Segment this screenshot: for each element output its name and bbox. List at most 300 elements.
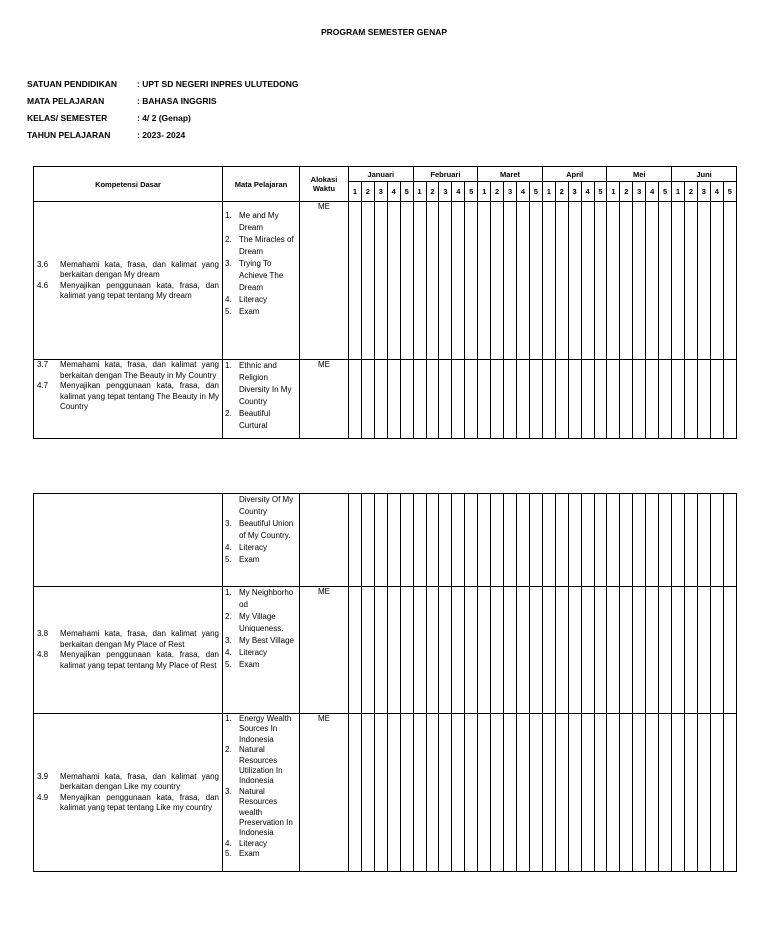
mp-item [225, 294, 297, 306]
week-cell [478, 494, 491, 587]
kd-item [37, 281, 219, 302]
mp-item [225, 210, 297, 234]
week-cell [684, 494, 697, 587]
kd-cell [34, 202, 223, 360]
week-cell [620, 360, 633, 439]
kd-text: Menyajikan penggunaan kata, frasa, dan kalimat yang tepat tentang My Place of Rest [60, 650, 219, 670]
mp-cell [223, 587, 300, 714]
mp-text: My Best Village [239, 636, 294, 645]
mp-number: 4. [225, 295, 232, 304]
week-cell [387, 587, 400, 714]
mp-item [225, 587, 297, 611]
week-cell [426, 714, 439, 872]
week-cell [568, 360, 581, 439]
week-number: 4 [581, 182, 594, 202]
week-cell [594, 587, 607, 714]
week-cell [723, 494, 736, 587]
header-month: Februari [413, 167, 478, 182]
table-row [34, 360, 737, 439]
week-cell [646, 202, 659, 360]
week-number: 2 [555, 182, 568, 202]
mp-text: Diversity Of My Country [239, 495, 294, 516]
week-cell [491, 360, 504, 439]
kd-number: 3.6 [37, 259, 49, 269]
alokasi-waktu-cell: ME [300, 587, 349, 714]
week-cell [439, 714, 452, 872]
program-table-page-1 [33, 166, 737, 439]
week-cell [607, 587, 620, 714]
table-row [34, 494, 737, 587]
kd-cell [34, 360, 223, 439]
week-cell [710, 714, 723, 872]
mp-number [225, 494, 239, 518]
mp-number: 3. [225, 786, 232, 796]
week-number: 2 [361, 182, 374, 202]
week-cell [529, 714, 542, 872]
week-cell [555, 587, 568, 714]
info-label: SATUAN PENDIDIKAN [27, 79, 118, 89]
alokasi-waktu-cell [300, 494, 349, 587]
week-cell [361, 494, 374, 587]
mp-text: Natural Resources wealth Preservation In Indonesia [239, 786, 293, 838]
week-cell [672, 202, 685, 360]
week-cell [555, 202, 568, 360]
week-cell [452, 494, 465, 587]
mp-number: 3. [225, 519, 232, 528]
week-cell [555, 494, 568, 587]
header-mata-pelajaran: Mata Pelajaran [223, 167, 300, 202]
week-cell [659, 202, 672, 360]
week-cell [400, 494, 413, 587]
week-cell [542, 360, 555, 439]
week-cell [400, 360, 413, 439]
week-cell [529, 360, 542, 439]
week-cell [504, 587, 517, 714]
kd-item [37, 793, 219, 814]
mp-text: Exam [239, 555, 260, 564]
week-cell [607, 494, 620, 587]
week-cell [723, 587, 736, 714]
kd-number: 3.9 [37, 771, 49, 781]
mp-text: Energy Wealth Sources In Indonesia [239, 714, 292, 744]
week-cell [710, 494, 723, 587]
week-cell [516, 714, 529, 872]
mp-text: Literacy [239, 295, 268, 304]
mp-number: 1. [225, 361, 232, 370]
kd-number: 4.9 [37, 792, 49, 802]
week-cell [607, 360, 620, 439]
document-info [27, 79, 299, 147]
week-cell [646, 360, 659, 439]
info-row [27, 79, 299, 96]
week-number: 5 [400, 182, 413, 202]
kd-number: 3.7 [37, 360, 49, 369]
week-cell [465, 714, 478, 872]
kd-text: Memahami kata, frasa, dan kalimat yang berkaitan dengan The Beauty in My Country [60, 360, 219, 380]
kd-item [37, 629, 219, 650]
week-number: 4 [452, 182, 465, 202]
kd-item [37, 772, 219, 793]
week-cell [723, 202, 736, 360]
week-number: 2 [491, 182, 504, 202]
week-cell [452, 587, 465, 714]
mp-number: 5. [225, 849, 232, 859]
week-number: 4 [646, 182, 659, 202]
week-cell [452, 714, 465, 872]
info-value: : 4/ 2 (Genap) [137, 113, 191, 123]
week-cell [620, 202, 633, 360]
mp-item [225, 635, 297, 647]
week-cell [361, 714, 374, 872]
week-cell [594, 202, 607, 360]
week-cell [684, 714, 697, 872]
header-month: April [542, 167, 607, 182]
week-cell [620, 714, 633, 872]
mp-number: 4. [225, 838, 232, 848]
table-row [34, 587, 737, 714]
mp-text: Literacy [239, 543, 268, 552]
table-row [34, 714, 737, 872]
alokasi-waktu-cell: ME [300, 202, 349, 360]
mp-number: 2. [225, 409, 232, 418]
info-label: TAHUN PELAJARAN [27, 130, 111, 140]
week-number: 5 [723, 182, 736, 202]
week-cell [439, 360, 452, 439]
week-cell [568, 202, 581, 360]
week-cell [607, 202, 620, 360]
alokasi-waktu-cell: ME [300, 714, 349, 872]
mp-item [225, 647, 297, 659]
info-row [27, 113, 299, 130]
alokasi-waktu-cell: ME [300, 360, 349, 439]
week-cell [361, 202, 374, 360]
week-cell [594, 714, 607, 872]
week-cell [633, 587, 646, 714]
mp-number: 5. [225, 660, 232, 669]
mp-number: 2. [225, 745, 232, 755]
week-cell [710, 587, 723, 714]
week-cell [659, 587, 672, 714]
info-row [27, 130, 299, 147]
week-cell [646, 494, 659, 587]
week-cell [504, 360, 517, 439]
mp-number: 2. [225, 612, 232, 621]
week-cell [646, 587, 659, 714]
mp-text: Literacy [239, 648, 268, 657]
week-number: 1 [607, 182, 620, 202]
week-cell [542, 714, 555, 872]
mp-text: Exam [239, 307, 260, 316]
week-cell [439, 494, 452, 587]
week-cell [672, 494, 685, 587]
week-number: 3 [504, 182, 517, 202]
mp-item [225, 714, 297, 745]
week-cell [672, 587, 685, 714]
mp-item [225, 542, 297, 554]
kd-item [37, 381, 219, 413]
week-cell [516, 360, 529, 439]
week-number: 5 [594, 182, 607, 202]
week-cell [594, 360, 607, 439]
week-cell [697, 360, 710, 439]
kd-item [37, 360, 219, 381]
week-cell [413, 360, 426, 439]
week-cell [387, 202, 400, 360]
kd-cell [34, 494, 223, 587]
week-cell [413, 587, 426, 714]
week-cell [387, 494, 400, 587]
week-cell [439, 202, 452, 360]
week-cell [516, 494, 529, 587]
week-number: 1 [672, 182, 685, 202]
week-cell [349, 202, 362, 360]
week-number: 3 [439, 182, 452, 202]
week-cell [710, 360, 723, 439]
info-label: MATA PELAJARAN [27, 96, 105, 106]
mp-item [225, 659, 297, 671]
week-cell [633, 202, 646, 360]
week-cell [374, 494, 387, 587]
week-number: 4 [387, 182, 400, 202]
kd-text: Menyajikan penggunaan kata, frasa, dan kalimat yang tepat tentang My dream [60, 280, 219, 300]
mp-text: Beautiful Union of My Country. [239, 519, 294, 540]
mp-number: 5. [225, 555, 232, 564]
mp-number: 3. [225, 259, 232, 268]
week-number: 3 [568, 182, 581, 202]
week-cell [633, 494, 646, 587]
mp-text: Ethnic and Religion Diversity In My Country [239, 361, 292, 406]
week-cell [374, 202, 387, 360]
week-cell [529, 494, 542, 587]
mp-text: Literacy [239, 838, 268, 848]
week-number: 2 [620, 182, 633, 202]
week-cell [581, 202, 594, 360]
page-title: PROGRAM SEMESTER GENAP [320, 27, 448, 37]
week-cell [710, 202, 723, 360]
kd-number: 4.7 [37, 381, 49, 390]
mp-item [225, 849, 297, 859]
week-cell [555, 714, 568, 872]
mp-item [225, 408, 297, 432]
week-cell [620, 494, 633, 587]
mp-item [225, 518, 297, 542]
week-cell [542, 587, 555, 714]
week-cell [633, 360, 646, 439]
week-cell [439, 587, 452, 714]
week-cell [516, 587, 529, 714]
week-cell [555, 360, 568, 439]
mp-item [225, 306, 297, 318]
week-number: 1 [413, 182, 426, 202]
table-row [34, 202, 737, 360]
mp-item [225, 360, 297, 408]
week-cell [452, 202, 465, 360]
week-number: 3 [374, 182, 387, 202]
week-cell [581, 360, 594, 439]
week-cell [491, 202, 504, 360]
week-cell [684, 202, 697, 360]
kd-item [37, 260, 219, 281]
program-table-page-2 [33, 493, 737, 872]
week-cell [465, 202, 478, 360]
week-cell [413, 202, 426, 360]
week-cell [504, 714, 517, 872]
mp-number: 1. [225, 588, 232, 597]
week-cell [504, 202, 517, 360]
mp-text: Beautiful Curtural [239, 409, 271, 430]
mp-number: 4. [225, 543, 232, 552]
mp-item [225, 234, 297, 258]
header-month: Mei [607, 167, 672, 182]
week-cell [413, 494, 426, 587]
kd-number: 3.8 [37, 629, 49, 638]
kd-text: Memahami kata, frasa, dan kalimat yang berkaitan dengan My dream [60, 259, 219, 279]
mp-item [225, 494, 297, 518]
kd-text: Memahami kata, frasa, dan kalimat yang berkaitan dengan My Place of Rest [60, 629, 219, 649]
week-cell [568, 714, 581, 872]
week-number: 5 [659, 182, 672, 202]
week-cell [542, 494, 555, 587]
week-cell [672, 714, 685, 872]
week-cell [723, 714, 736, 872]
mp-item [225, 554, 297, 566]
mp-cell [223, 714, 300, 872]
week-cell [620, 587, 633, 714]
kd-text: Menyajikan penggunaan kata, frasa, dan kalimat yang tepat tentang The Beauty in My Country [60, 381, 219, 411]
week-number: 5 [465, 182, 478, 202]
mp-cell [223, 360, 300, 439]
week-cell [349, 494, 362, 587]
week-cell [374, 714, 387, 872]
week-number: 1 [478, 182, 491, 202]
week-cell [542, 202, 555, 360]
week-cell [723, 360, 736, 439]
week-cell [529, 202, 542, 360]
kd-cell [34, 587, 223, 714]
week-cell [633, 714, 646, 872]
info-row [27, 96, 299, 113]
week-cell [426, 587, 439, 714]
week-cell [465, 360, 478, 439]
mp-number: 2. [225, 235, 232, 244]
week-cell [581, 494, 594, 587]
week-cell [672, 360, 685, 439]
mp-cell [223, 494, 300, 587]
week-cell [465, 494, 478, 587]
week-cell [659, 360, 672, 439]
week-cell [697, 202, 710, 360]
week-cell [607, 714, 620, 872]
week-cell [478, 587, 491, 714]
week-cell [697, 494, 710, 587]
week-cell [361, 360, 374, 439]
mp-item [225, 787, 297, 839]
mp-item [225, 611, 297, 635]
week-cell [594, 494, 607, 587]
week-cell [400, 202, 413, 360]
week-cell [516, 202, 529, 360]
mp-text: Me and My Dream [239, 211, 279, 232]
week-cell [478, 202, 491, 360]
mp-text: Exam [239, 660, 260, 669]
info-label: KELAS/ SEMESTER [27, 113, 108, 123]
header-month: Maret [478, 167, 543, 182]
mp-number: 5. [225, 307, 232, 316]
week-cell [465, 587, 478, 714]
header-kompetensi-dasar: Kompetensi Dasar [34, 167, 223, 202]
mp-item [225, 258, 297, 294]
kd-text: Menyajikan penggunaan kata, frasa, dan kalimat yang tepat tentang Like my country [60, 792, 219, 812]
week-number: 4 [710, 182, 723, 202]
week-cell [349, 360, 362, 439]
week-cell [646, 714, 659, 872]
week-cell [697, 714, 710, 872]
week-cell [478, 714, 491, 872]
week-cell [697, 587, 710, 714]
week-cell [426, 494, 439, 587]
week-cell [491, 587, 504, 714]
week-cell [413, 714, 426, 872]
week-number: 1 [349, 182, 362, 202]
kd-cell [34, 714, 223, 872]
mp-text: My Village Uniqueness. [239, 612, 284, 633]
week-cell [374, 587, 387, 714]
week-cell [400, 714, 413, 872]
week-cell [387, 360, 400, 439]
week-cell [529, 587, 542, 714]
mp-text: The Miracles of Dream [239, 235, 294, 256]
week-cell [387, 714, 400, 872]
week-number: 2 [426, 182, 439, 202]
week-cell [659, 714, 672, 872]
week-cell [361, 587, 374, 714]
week-cell [581, 587, 594, 714]
info-value: : 2023- 2024 [137, 130, 186, 140]
mp-cell [223, 202, 300, 360]
kd-item [37, 650, 219, 671]
week-cell [491, 714, 504, 872]
mp-number: 1. [225, 714, 232, 723]
kd-number: 4.6 [37, 280, 49, 290]
kd-number: 4.8 [37, 650, 49, 659]
header-month: Juni [672, 167, 737, 182]
header-alokasi-waktu: Alokasi Waktu [300, 167, 349, 202]
week-number: 2 [684, 182, 697, 202]
info-value: : UPT SD NEGERI INPRES ULUTEDONG [137, 79, 299, 89]
week-cell [684, 587, 697, 714]
week-cell [426, 360, 439, 439]
week-number: 5 [529, 182, 542, 202]
week-cell [504, 494, 517, 587]
week-cell [581, 714, 594, 872]
info-value: : BAHASA INGGRIS [137, 96, 217, 106]
week-cell [659, 494, 672, 587]
week-cell [568, 587, 581, 714]
week-cell [491, 494, 504, 587]
mp-text: Natural Resources Utilization In Indonesia [239, 745, 283, 786]
mp-number: 3. [225, 636, 232, 645]
week-number: 1 [542, 182, 555, 202]
header-month: Januari [349, 167, 414, 182]
week-cell [426, 202, 439, 360]
week-cell [478, 360, 491, 439]
kd-text: Memahami kata, frasa, dan kalimat yang berkaitan dengan Like my country [60, 771, 219, 791]
week-cell [400, 587, 413, 714]
mp-text: Exam [239, 849, 260, 859]
week-cell [374, 360, 387, 439]
mp-item [225, 745, 297, 787]
mp-number: 1. [225, 211, 232, 220]
